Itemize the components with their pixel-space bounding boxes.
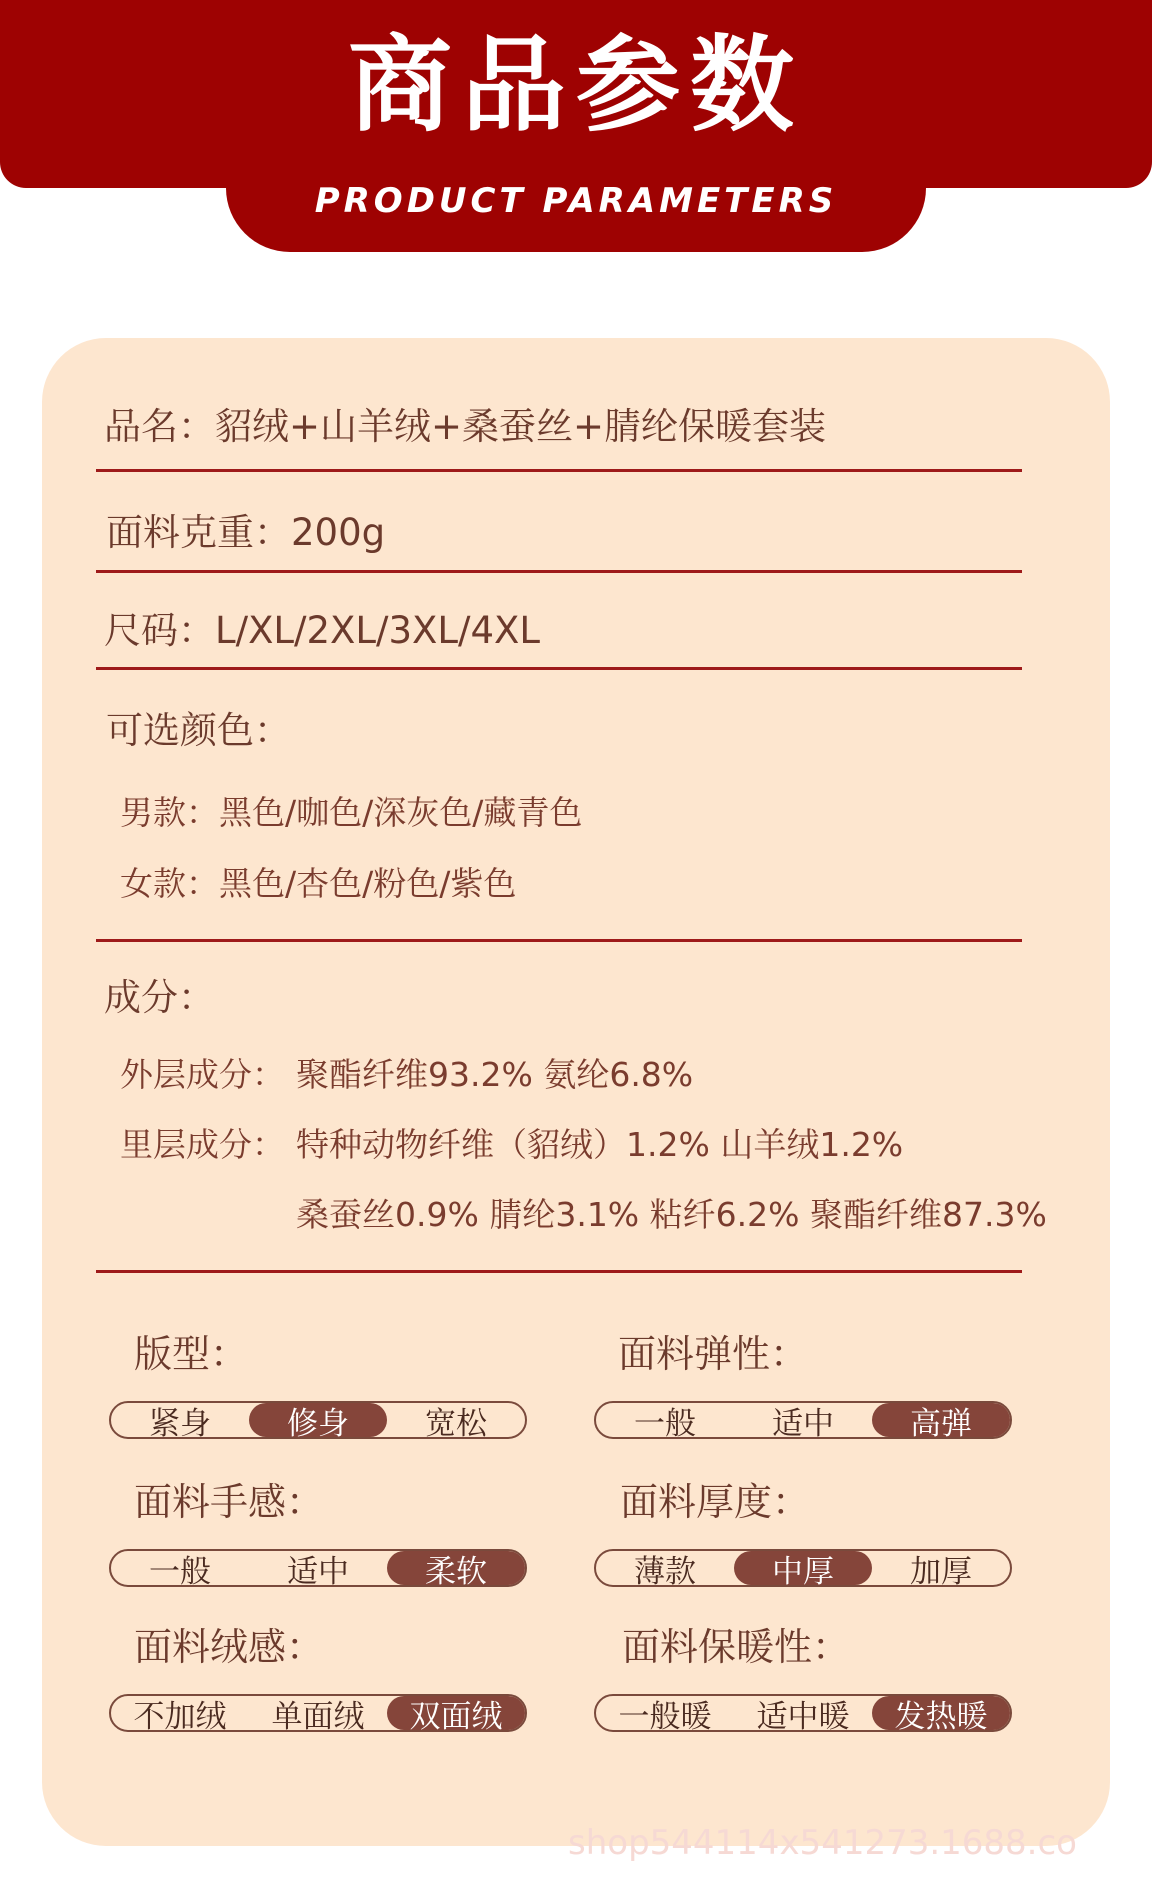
warmth-option: 适中暖	[756, 1698, 850, 1735]
elasticity-label: 面料弹性：	[618, 1332, 809, 1376]
fit-label: 版型：	[134, 1332, 249, 1376]
inner-composition-label: 里层成分：	[120, 1125, 285, 1164]
elasticity-option: 高弹	[872, 1403, 1010, 1437]
fit-selector	[109, 1401, 527, 1442]
sizes: 尺码：L/XL/2XL/3XL/4XL	[104, 609, 540, 652]
elasticity-option: 适中	[772, 1405, 834, 1442]
divider	[96, 1270, 1022, 1273]
warmth-option: 一般暖	[618, 1698, 712, 1735]
warmth-selector	[594, 1694, 1012, 1735]
fit-option: 紧身	[149, 1405, 211, 1442]
thickness-option: 薄款	[634, 1553, 696, 1590]
composition-label: 成分：	[104, 976, 215, 1019]
fleece-selector	[109, 1694, 527, 1735]
inner-composition-value-2: 桑蚕丝0.9% 腈纶3.1% 粘纤6.2% 聚酯纤维87.3%	[296, 1195, 1047, 1234]
product-name: 品名：貂绒+山羊绒+桑蚕丝+腈纶保暖套装	[104, 405, 827, 448]
fit-option: 宽松	[425, 1405, 487, 1442]
feel-option: 柔软	[387, 1551, 525, 1585]
fleece-option: 单面绒	[271, 1698, 365, 1735]
divider	[96, 570, 1022, 573]
colors-men: 男款：黑色/咖色/深灰色/藏青色	[120, 793, 583, 832]
page-title: 商品参数	[347, 23, 804, 146]
inner-composition-value-1: 特种动物纤维（貂绒）1.2% 山羊绒1.2%	[296, 1125, 904, 1164]
outer-composition-value: 聚酯纤维93.2% 氨纶6.8%	[296, 1055, 694, 1094]
thickness-option: 加厚	[910, 1553, 972, 1590]
fleece-option: 不加绒	[133, 1698, 227, 1735]
thickness-selector	[594, 1549, 1012, 1590]
colors-women: 女款：黑色/杏色/粉色/紫色	[120, 864, 517, 903]
fabric-weight: 面料克重：200g	[106, 511, 386, 554]
feel-option: 一般	[149, 1553, 211, 1590]
divider	[96, 469, 1022, 472]
elasticity-option: 一般	[634, 1405, 696, 1442]
watermark-text: shop544114x541273.1688.co	[568, 1823, 1077, 1863]
outer-composition-label: 外层成分：	[120, 1055, 285, 1094]
fit-option: 修身	[249, 1403, 387, 1437]
divider	[96, 667, 1022, 670]
divider	[96, 939, 1022, 942]
thickness-label: 面料厚度：	[620, 1480, 811, 1524]
page-subtitle: PRODUCT PARAMETERS	[314, 181, 838, 221]
warmth-option: 发热暖	[872, 1696, 1010, 1730]
feel-option: 适中	[287, 1553, 349, 1590]
feel-label: 面料手感：	[134, 1480, 325, 1524]
fleece-label: 面料绒感：	[134, 1625, 325, 1669]
thickness-option: 中厚	[734, 1551, 872, 1585]
fleece-option: 双面绒	[387, 1696, 525, 1730]
colors-label: 可选颜色：	[106, 709, 291, 752]
elasticity-selector	[594, 1401, 1012, 1442]
feel-selector	[109, 1549, 527, 1590]
warmth-label: 面料保暖性：	[622, 1625, 851, 1669]
